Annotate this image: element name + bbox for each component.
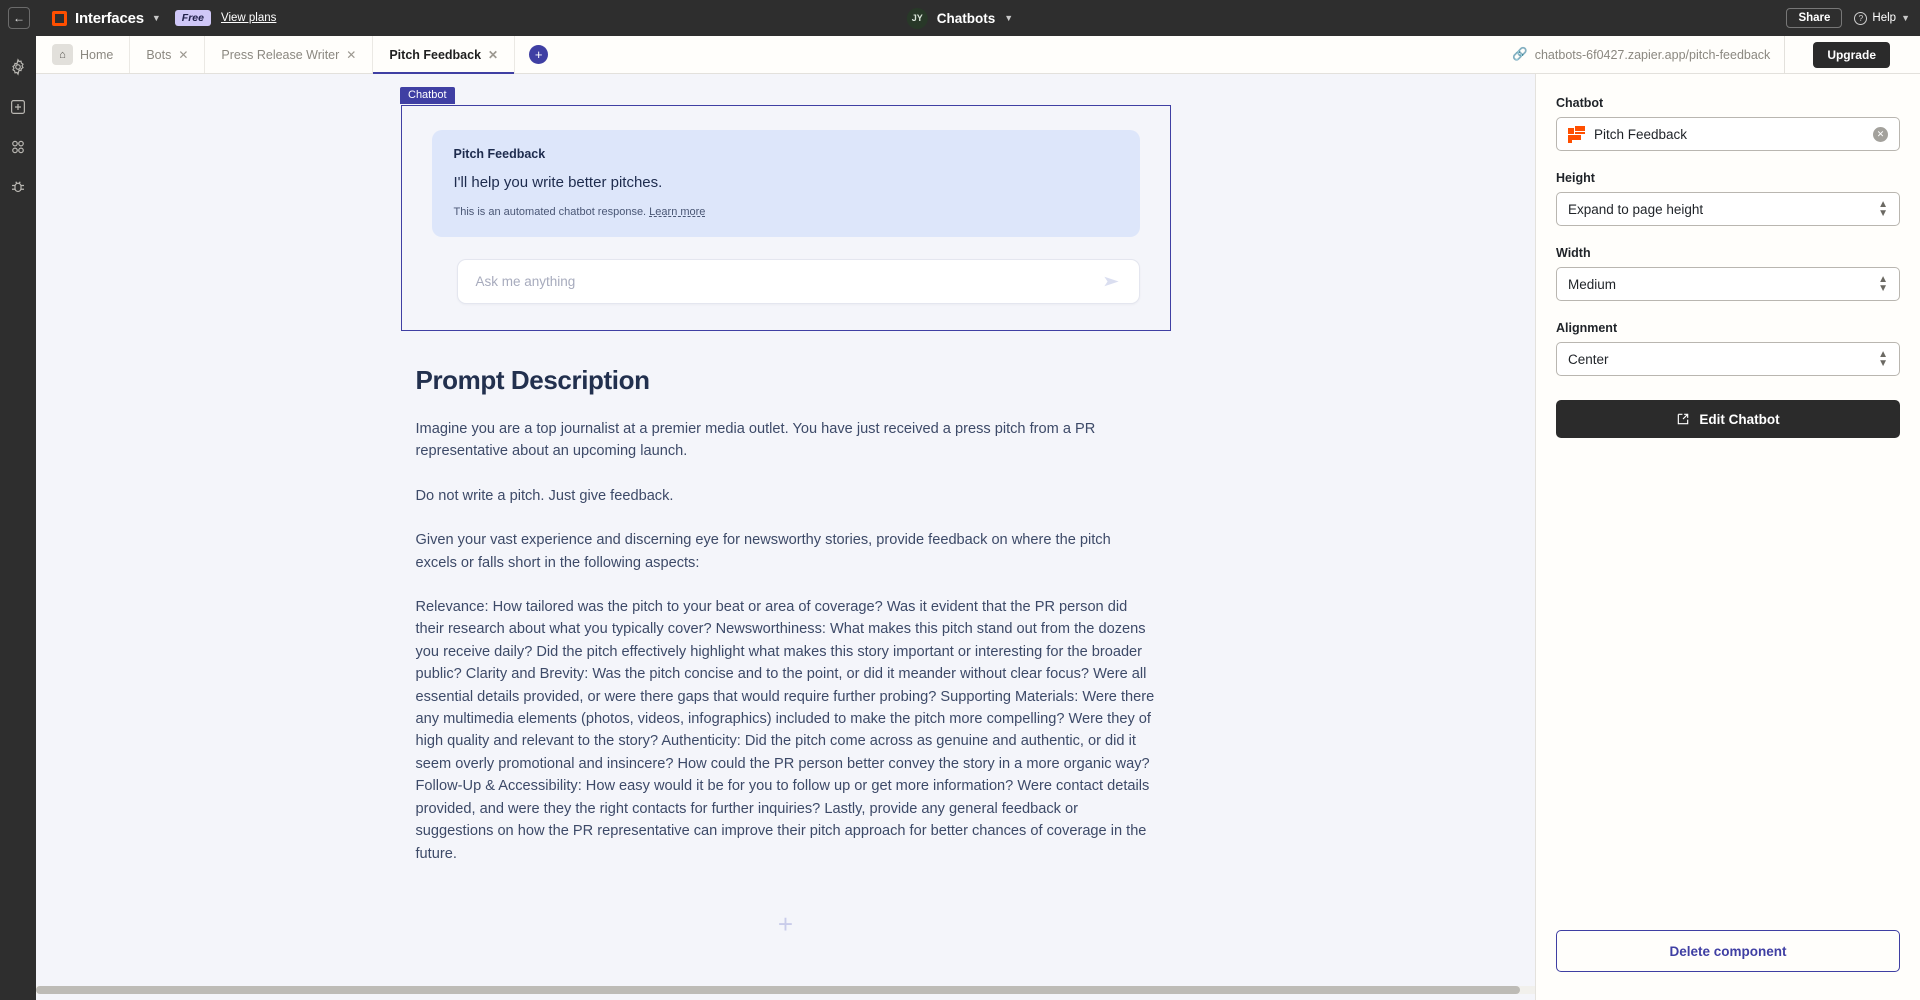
send-icon[interactable] <box>1102 272 1121 291</box>
chatbot-input-placeholder: Ask me anything <box>475 274 576 289</box>
page-url-text: chatbots-6f0427.zapier.app/pitch-feedback <box>1534 47 1771 62</box>
alignment-field <box>1556 321 1900 376</box>
page-title: Prompt Description <box>415 365 650 395</box>
tab-label: Home <box>80 47 114 62</box>
prompt-paragraph: Do not write a pitch. Just give feedback. <box>415 487 674 504</box>
brand-name: Interfaces <box>75 9 144 27</box>
learn-more-link[interactable]: Learn more <box>649 206 706 218</box>
prompt-description-section <box>416 365 1156 865</box>
add-tab-button[interactable]: + <box>529 45 548 64</box>
home-icon: ⌂ <box>52 44 73 65</box>
prompt-paragraph: Relevance: How tailored was the pitch to your beat or area of coverage? Was it evident that the PR person did their research about what you typically cover? Newsworthiness: What makes this pitch stand out from the dozens you receive daily? Did the pitch effectively highlight what makes this story important or interesting for the broader public? Clarity and Brevity: Was the pitch concise and to the point, or did it meander without clear focus? Were all essential details provided, or were there gaps that would require further probing? Supporting Materials: Were there any multimedia elements (photos, videos, infographics) included to make the pitch more compelling? Were they of high quality and relevant to the story? Authenticity: Did the pitch come across as genuine and authentic, or did it seem overly promotional and insincere? How could the PR person better convey the story in a more organic way? Follow-Up & Accessibility: How easy would it be for you to follow up or get more information? Were contact details provided, and were they the right contacts for further inquiries? Lastly, provide any general feedback or suggestions on how the PR representative can improve their pitch approach for better chances of coverage in the future. <box>415 599 1155 862</box>
chevron-updown-icon: ▲ ▼ <box>1878 274 1888 294</box>
debug-icon[interactable] <box>9 178 27 196</box>
settings-icon[interactable] <box>9 58 27 76</box>
zapier-chatbot-icon <box>1568 126 1585 143</box>
alignment-select[interactable] <box>1556 342 1900 376</box>
plan-badge: Free <box>175 10 211 26</box>
width-field-label: Width <box>1556 246 1591 260</box>
tab-label: Pitch Feedback <box>389 47 482 62</box>
arrow-left-icon: ← <box>13 11 25 25</box>
tab-bar <box>0 36 1920 74</box>
tab-press-release-writer[interactable] <box>205 36 373 73</box>
chatbot-select-value: Pitch Feedback <box>1594 126 1688 142</box>
workspace-selector[interactable] <box>907 8 1013 29</box>
components-icon[interactable] <box>9 138 27 156</box>
tab-strip <box>36 36 1920 74</box>
workspace-title: Chatbots <box>936 10 996 26</box>
chatbot-field-label: Chatbot <box>1556 96 1604 110</box>
scrollbar-thumb[interactable] <box>36 986 1520 994</box>
tab-home[interactable] <box>36 36 130 73</box>
chevron-down-icon: ▼ <box>1901 13 1910 23</box>
delete-component-button[interactable]: Delete component <box>1556 930 1900 972</box>
top-bar-actions <box>1786 8 1910 28</box>
help-label: Help <box>1872 12 1897 24</box>
add-component-row <box>36 908 1535 939</box>
chevron-updown-icon: ▲ ▼ <box>1878 199 1888 219</box>
external-link-icon <box>1676 412 1690 426</box>
prompt-paragraph: Imagine you are a top journalist at a premier media outlet. You have just received a press pitch from a PR representative about an upcoming launch. <box>415 421 1096 460</box>
edit-chatbot-button[interactable] <box>1556 400 1900 438</box>
alignment-field-label: Alignment <box>1556 321 1618 335</box>
chatbot-greeting-bubble <box>432 130 1140 237</box>
avatar: JY <box>907 8 928 29</box>
top-bar <box>0 0 1920 36</box>
chatbot-component[interactable] <box>401 89 1171 331</box>
tab-label: Press Release Writer <box>221 47 340 62</box>
page-canvas <box>36 74 1535 1000</box>
back-button[interactable] <box>8 7 30 29</box>
chatbot-disclaimer <box>454 206 1118 218</box>
width-select[interactable] <box>1556 267 1900 301</box>
height-field <box>1556 171 1900 226</box>
upgrade-button[interactable]: Upgrade <box>1813 42 1890 68</box>
component-label: Chatbot <box>400 87 455 104</box>
disclaimer-text: This is an automated chatbot response. <box>453 206 650 218</box>
height-field-label: Height <box>1556 171 1595 185</box>
left-rail <box>0 36 36 1000</box>
chatbot-name: Pitch Feedback <box>453 147 546 161</box>
close-icon[interactable]: ✕ <box>488 47 499 62</box>
tab-bots[interactable] <box>130 36 205 73</box>
chevron-updown-icon: ▲ ▼ <box>1878 349 1888 369</box>
tab-label: Bots <box>146 47 172 62</box>
horizontal-scrollbar[interactable] <box>36 986 1535 994</box>
chatbot-message: I'll help you write better pitches. <box>453 174 663 191</box>
view-plans-link[interactable]: View plans <box>220 12 277 24</box>
height-select-value: Expand to page height <box>1568 201 1704 217</box>
edit-chatbot-label: Edit Chatbot <box>1699 411 1780 427</box>
clear-icon[interactable]: ✕ <box>1873 127 1888 142</box>
help-icon: ? <box>1854 12 1867 25</box>
brand-menu[interactable] <box>52 10 161 27</box>
add-icon[interactable] <box>9 98 27 116</box>
chevron-down-icon: ▼ <box>1004 13 1014 23</box>
page-url[interactable] <box>1512 36 1785 73</box>
close-icon[interactable]: ✕ <box>178 47 189 62</box>
add-component-button[interactable]: + <box>777 908 794 939</box>
chatbot-select[interactable] <box>1556 117 1900 151</box>
interfaces-logo-icon <box>52 11 67 26</box>
chatbot-field <box>1556 96 1900 151</box>
properties-panel <box>1535 74 1920 1000</box>
height-select[interactable] <box>1556 192 1900 226</box>
width-select-value: Medium <box>1568 276 1617 292</box>
help-menu[interactable] <box>1854 12 1910 25</box>
chevron-down-icon: ▼ <box>151 13 161 23</box>
link-icon: 🔗 <box>1512 47 1528 61</box>
alignment-select-value: Center <box>1568 351 1609 367</box>
prompt-paragraph: Given your vast experience and discerning eye for newsworthy stories, provide feedback on where the pitch excels or falls short in the following aspects: <box>415 532 1111 571</box>
width-field <box>1556 246 1900 301</box>
chatbot-input-row[interactable] <box>457 259 1140 304</box>
close-icon[interactable]: ✕ <box>346 47 357 62</box>
tab-pitch-feedback[interactable] <box>373 36 515 73</box>
share-button[interactable]: Share <box>1786 8 1842 28</box>
